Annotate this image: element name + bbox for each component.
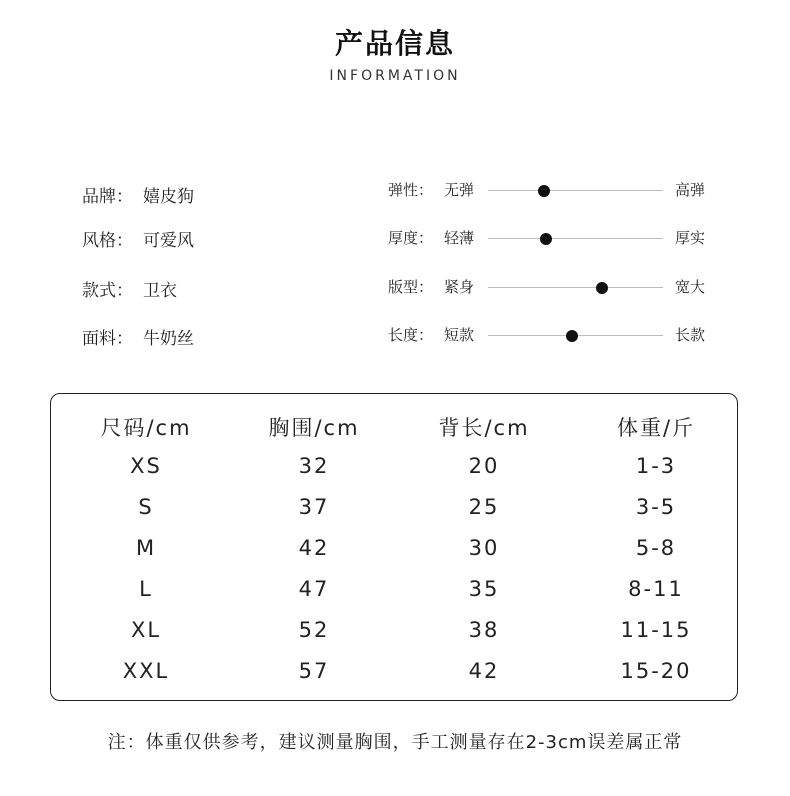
table-cell: XXL [122, 659, 170, 683]
table-cell: 32 [298, 454, 330, 478]
table-cell: 42 [468, 659, 500, 683]
scale-low-label: 短款 [444, 326, 475, 344]
table-cell: XS [130, 454, 162, 478]
table-cell: 35 [468, 577, 500, 601]
table-cell: 15-20 [620, 659, 692, 683]
attr-value: 牛奶丝 [143, 329, 194, 349]
table-cell: XL [130, 618, 162, 642]
table-cell: 8-11 [628, 577, 684, 601]
scale-name: 长度： [388, 326, 434, 344]
attr-fabric [82, 324, 194, 349]
scale-high-label: 高弹 [675, 181, 706, 199]
attr-style [82, 226, 194, 251]
table-cell: 38 [468, 618, 500, 642]
size-table [50, 393, 738, 701]
table-cell: 3-5 [635, 495, 677, 519]
scale-high-label: 长款 [675, 326, 706, 344]
table-cell: 30 [468, 536, 500, 560]
scale-track [488, 190, 663, 191]
scale-name: 版型： [388, 278, 434, 296]
footnote: 注：体重仅供参考，建议测量胸围，手工测量存在2-3cm误差属正常 [107, 732, 683, 753]
table-header: 体重/斤 [616, 416, 696, 440]
table-header: 尺码/cm [100, 416, 192, 440]
table-cell: 52 [298, 618, 330, 642]
table-header: 背长/cm [438, 416, 530, 440]
table-cell: S [138, 495, 154, 519]
scale-name: 厚度： [388, 229, 434, 247]
scale-high-label: 厚实 [675, 229, 706, 247]
table-cell: 1-3 [635, 454, 677, 478]
page-subtitle: INFORMATION [329, 68, 461, 84]
scale-length [388, 324, 718, 348]
table-cell: 42 [298, 536, 330, 560]
table-cell: M [135, 536, 157, 560]
attr-brand [82, 182, 194, 207]
attr-type [82, 276, 177, 301]
table-cell: 20 [468, 454, 500, 478]
table-cell: 25 [468, 495, 500, 519]
table-cell: L [139, 577, 153, 601]
table-cell: 5-8 [635, 536, 677, 560]
scale-low-label: 无弹 [444, 181, 475, 199]
scale-high-label: 宽大 [675, 278, 706, 296]
table-cell: 57 [298, 659, 330, 683]
scale-fit [388, 276, 718, 300]
table-cell: 47 [298, 577, 330, 601]
attr-key: 面料： [82, 329, 133, 349]
attr-value: 卫衣 [143, 281, 177, 301]
scale-indicator-dot [566, 330, 578, 342]
scale-indicator-dot [540, 233, 552, 245]
attr-value: 可爱风 [143, 231, 194, 251]
scale-name: 弹性： [388, 181, 434, 199]
attr-value: 嬉皮狗 [143, 187, 194, 207]
scale-indicator-dot [538, 185, 550, 197]
table-header: 胸围/cm [268, 416, 360, 440]
scale-indicator-dot [596, 282, 608, 294]
attr-key: 风格： [82, 231, 133, 251]
scale-low-label: 轻薄 [444, 229, 475, 247]
scale-low-label: 紧身 [444, 278, 475, 296]
table-cell: 11-15 [620, 618, 692, 642]
scale-elasticity [388, 179, 718, 203]
scale-track [488, 287, 663, 288]
attr-key: 款式： [82, 281, 133, 301]
scale-track [488, 238, 663, 239]
scale-thickness [388, 227, 718, 251]
page-title: 产品信息 [334, 27, 455, 60]
attr-key: 品牌： [82, 187, 133, 207]
table-cell: 37 [298, 495, 330, 519]
